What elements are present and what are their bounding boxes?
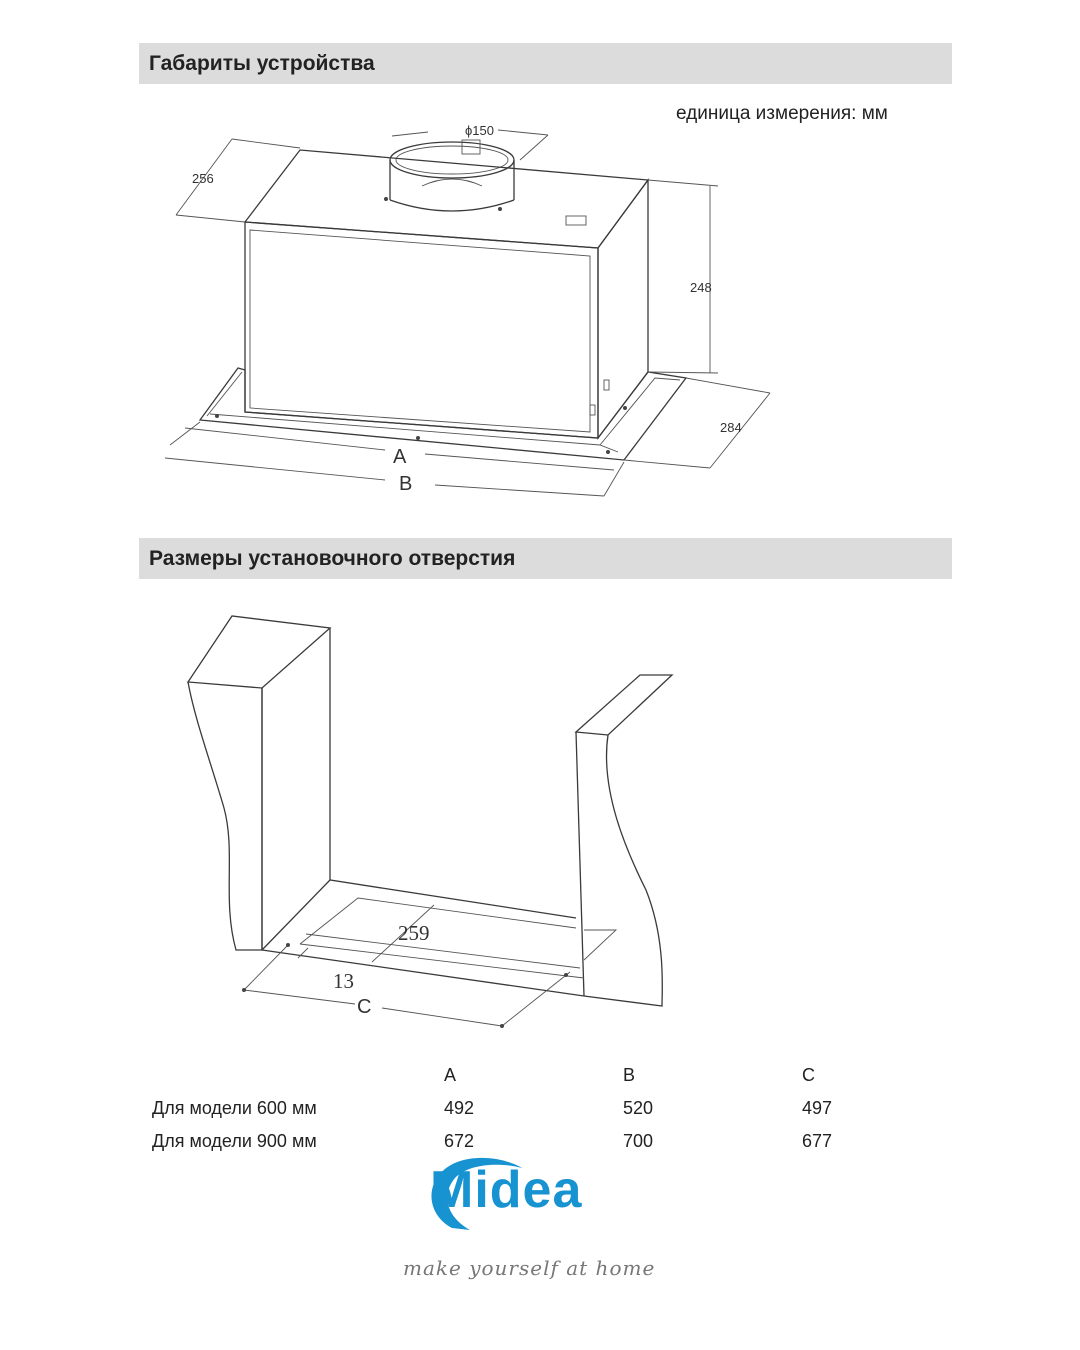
- duct-ring: [390, 140, 514, 211]
- cabinet-cutout-diagram: [188, 616, 672, 1028]
- dimension-a-label: A: [393, 446, 407, 468]
- duct-diameter-label: ϕ150: [465, 123, 494, 138]
- height-dimension: [648, 180, 718, 373]
- brand-tagline: make yourself at home: [403, 1256, 656, 1280]
- cutout-inset-label: 13: [333, 969, 354, 993]
- brand-logo: Midea: [430, 1161, 583, 1219]
- table-row-label: Для модели 600 мм: [152, 1098, 317, 1118]
- hood-bottom-panel: [200, 368, 686, 460]
- height-label: 248: [690, 280, 712, 295]
- hood-top-face: [245, 150, 648, 248]
- section-title: Габариты устройства: [149, 51, 375, 75]
- table-cell: 497: [802, 1098, 833, 1118]
- unit-note: единица измерения: мм: [676, 103, 888, 124]
- hood-front-face: [245, 222, 598, 438]
- table-row-label: Для модели 900 мм: [152, 1131, 317, 1151]
- section-header-cutout-dimensions: [139, 538, 952, 579]
- width-dimensions: [165, 422, 624, 496]
- dimension-c-label: C: [357, 996, 372, 1018]
- panel-depth-dimension: [624, 378, 770, 468]
- table-header-a: A: [444, 1065, 457, 1085]
- depth-dimension: [176, 139, 300, 222]
- table-cell: 677: [802, 1131, 833, 1151]
- table-header-c: C: [802, 1065, 815, 1085]
- table-cell: 672: [444, 1131, 475, 1151]
- table-cell: 520: [623, 1098, 654, 1118]
- section-title: Размеры установочного отверстия: [149, 546, 516, 570]
- dimension-b-label: B: [399, 473, 413, 495]
- panel-depth-label: 284: [720, 420, 742, 435]
- depth-label: 256: [192, 171, 214, 186]
- control-sensor: [566, 216, 586, 225]
- table-cell: 492: [444, 1098, 475, 1118]
- table-cell: 700: [623, 1131, 654, 1151]
- hood-side-face: [598, 180, 648, 438]
- table-header-b: B: [623, 1065, 636, 1085]
- cutout-depth-label: 259: [398, 921, 430, 945]
